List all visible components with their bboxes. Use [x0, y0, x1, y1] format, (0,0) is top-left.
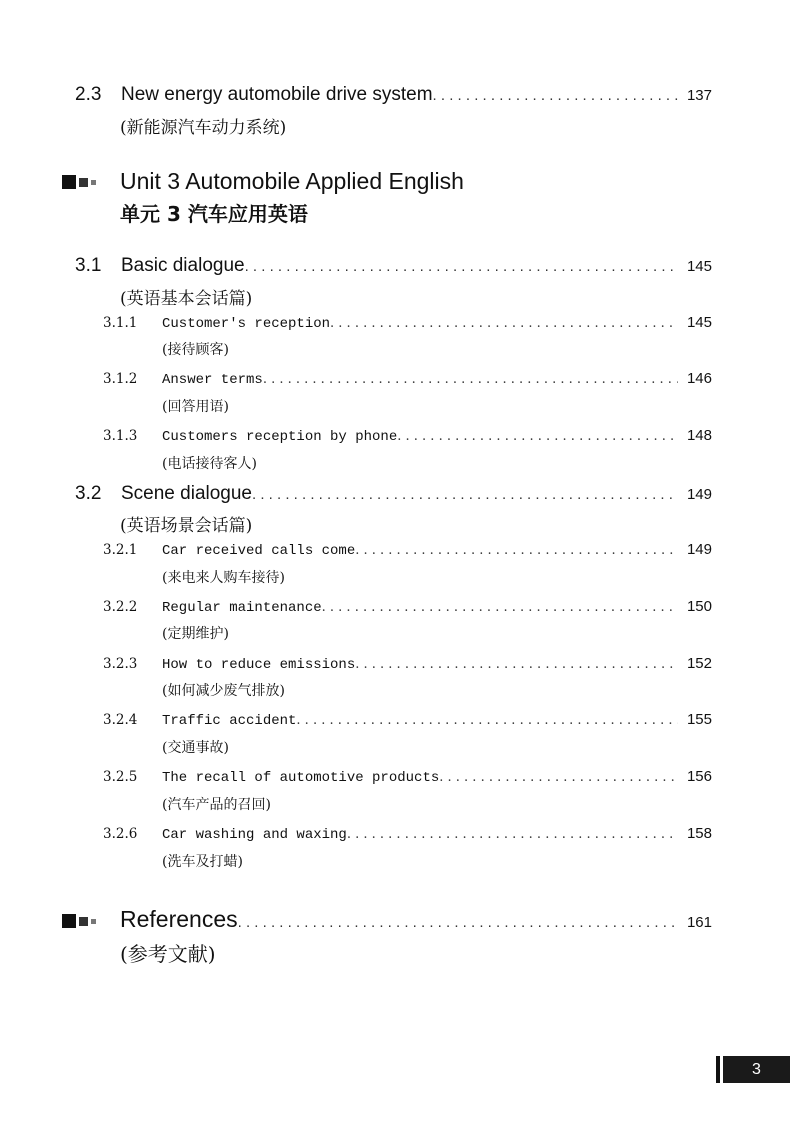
subsection-number: 3.1.1	[103, 315, 138, 331]
section-subtitle-cn: (英语基本会话篇)	[120, 289, 253, 309]
toc-entry-2-3[interactable]	[75, 84, 712, 106]
heading-marker-icon	[62, 914, 96, 928]
leader-dots	[347, 827, 678, 842]
unit-title-en: Unit 3 Automobile Applied English	[120, 168, 464, 194]
subsection-number: 3.2.5	[103, 769, 138, 785]
page-ref: 148	[686, 427, 712, 444]
leader-dots	[245, 258, 678, 275]
page-ref: 146	[686, 370, 712, 387]
subsection-number: 3.2.2	[103, 599, 138, 615]
page-ref: 145	[686, 258, 712, 275]
references-title: References	[120, 906, 238, 932]
toc-entry-3-2-2[interactable]	[103, 598, 712, 616]
leader-dots	[238, 914, 678, 931]
page-ref: 149	[686, 486, 712, 503]
toc-entry-3-2-5[interactable]	[103, 768, 712, 786]
leader-dots	[433, 87, 678, 104]
subsection-title: Car washing and waxing	[162, 827, 347, 843]
page-ref: 156	[686, 768, 712, 785]
heading-marker-icon	[62, 175, 96, 189]
section-subtitle-cn: (英语场景会话篇)	[120, 516, 253, 536]
section-title: New energy automobile drive system	[121, 84, 433, 105]
page-ref: 149	[686, 541, 712, 558]
leader-dots	[397, 429, 678, 444]
page-tab-bar	[716, 1056, 720, 1083]
section-title: Scene dialogue	[121, 483, 252, 504]
page-ref: 161	[686, 914, 712, 931]
subsection-title: Traffic accident	[162, 713, 297, 729]
section-number: 3.2	[75, 483, 102, 504]
subsection-number: 3.1.2	[103, 371, 138, 387]
page-number: 3	[723, 1056, 790, 1083]
toc-entry-3-1-1[interactable]	[103, 314, 712, 332]
page-ref: 152	[686, 655, 712, 672]
leader-dots	[355, 657, 678, 672]
leader-dots	[355, 543, 678, 558]
references-subtitle-cn: (参考文献)	[120, 942, 216, 966]
toc-entry-3-1[interactable]	[75, 255, 712, 277]
section-number: 3.1	[75, 255, 102, 276]
toc-entry-3-2-4[interactable]	[103, 711, 712, 729]
subsection-title: Customers reception by phone	[162, 429, 398, 445]
toc-entry-3-2-6[interactable]	[103, 825, 712, 843]
subsection-title: How to reduce emissions	[162, 657, 356, 673]
section-subtitle-cn: (新能源汽车动力系统)	[120, 118, 287, 138]
subsection-number: 3.2.3	[103, 656, 138, 672]
subsection-subtitle-cn: (回答用语)	[162, 399, 229, 415]
section-title: Basic dialogue	[121, 255, 245, 276]
subsection-title: Customer's reception	[162, 316, 331, 332]
page-ref: 158	[686, 825, 712, 842]
subsection-subtitle-cn: (交通事故)	[162, 740, 229, 756]
subsection-number: 3.2.1	[103, 542, 138, 558]
page-ref: 155	[686, 711, 712, 728]
leader-dots	[322, 600, 678, 615]
subsection-subtitle-cn: (汽车产品的召回)	[162, 797, 271, 813]
toc-entry-3-2[interactable]	[75, 483, 712, 505]
page-ref: 137	[686, 87, 712, 104]
toc-entry-3-1-2[interactable]	[103, 370, 712, 388]
subsection-subtitle-cn: (洗车及打蜡)	[162, 854, 243, 870]
toc-entry-references[interactable]	[120, 906, 712, 933]
subsection-title: Car received calls come	[162, 543, 356, 559]
leader-dots	[252, 486, 678, 503]
leader-dots	[296, 713, 678, 728]
subsection-number: 3.1.3	[103, 428, 138, 444]
subsection-number: 3.2.4	[103, 712, 138, 728]
subsection-subtitle-cn: (如何减少废气排放)	[162, 683, 285, 699]
leader-dots	[439, 770, 678, 785]
unit-title-cn: 单元 3 汽车应用英语	[120, 202, 308, 226]
leader-dots	[330, 316, 678, 331]
subsection-title: The recall of automotive products	[162, 770, 440, 786]
toc-entry-3-2-3[interactable]	[103, 655, 712, 673]
leader-dots	[263, 372, 678, 387]
page-ref: 145	[686, 314, 712, 331]
subsection-title: Answer terms	[162, 372, 263, 388]
section-number: 2.3	[75, 84, 102, 105]
subsection-subtitle-cn: (电话接待客人)	[162, 456, 257, 472]
toc-entry-3-1-3[interactable]	[103, 427, 712, 445]
page-ref: 150	[686, 598, 712, 615]
page-number-tab	[716, 1056, 790, 1083]
subsection-subtitle-cn: (接待顾客)	[162, 342, 229, 358]
toc-entry-3-2-1[interactable]	[103, 541, 712, 559]
subsection-title: Regular maintenance	[162, 600, 322, 616]
subsection-subtitle-cn: (来电来人购车接待)	[162, 570, 285, 586]
subsection-subtitle-cn: (定期维护)	[162, 626, 229, 642]
subsection-number: 3.2.6	[103, 826, 138, 842]
